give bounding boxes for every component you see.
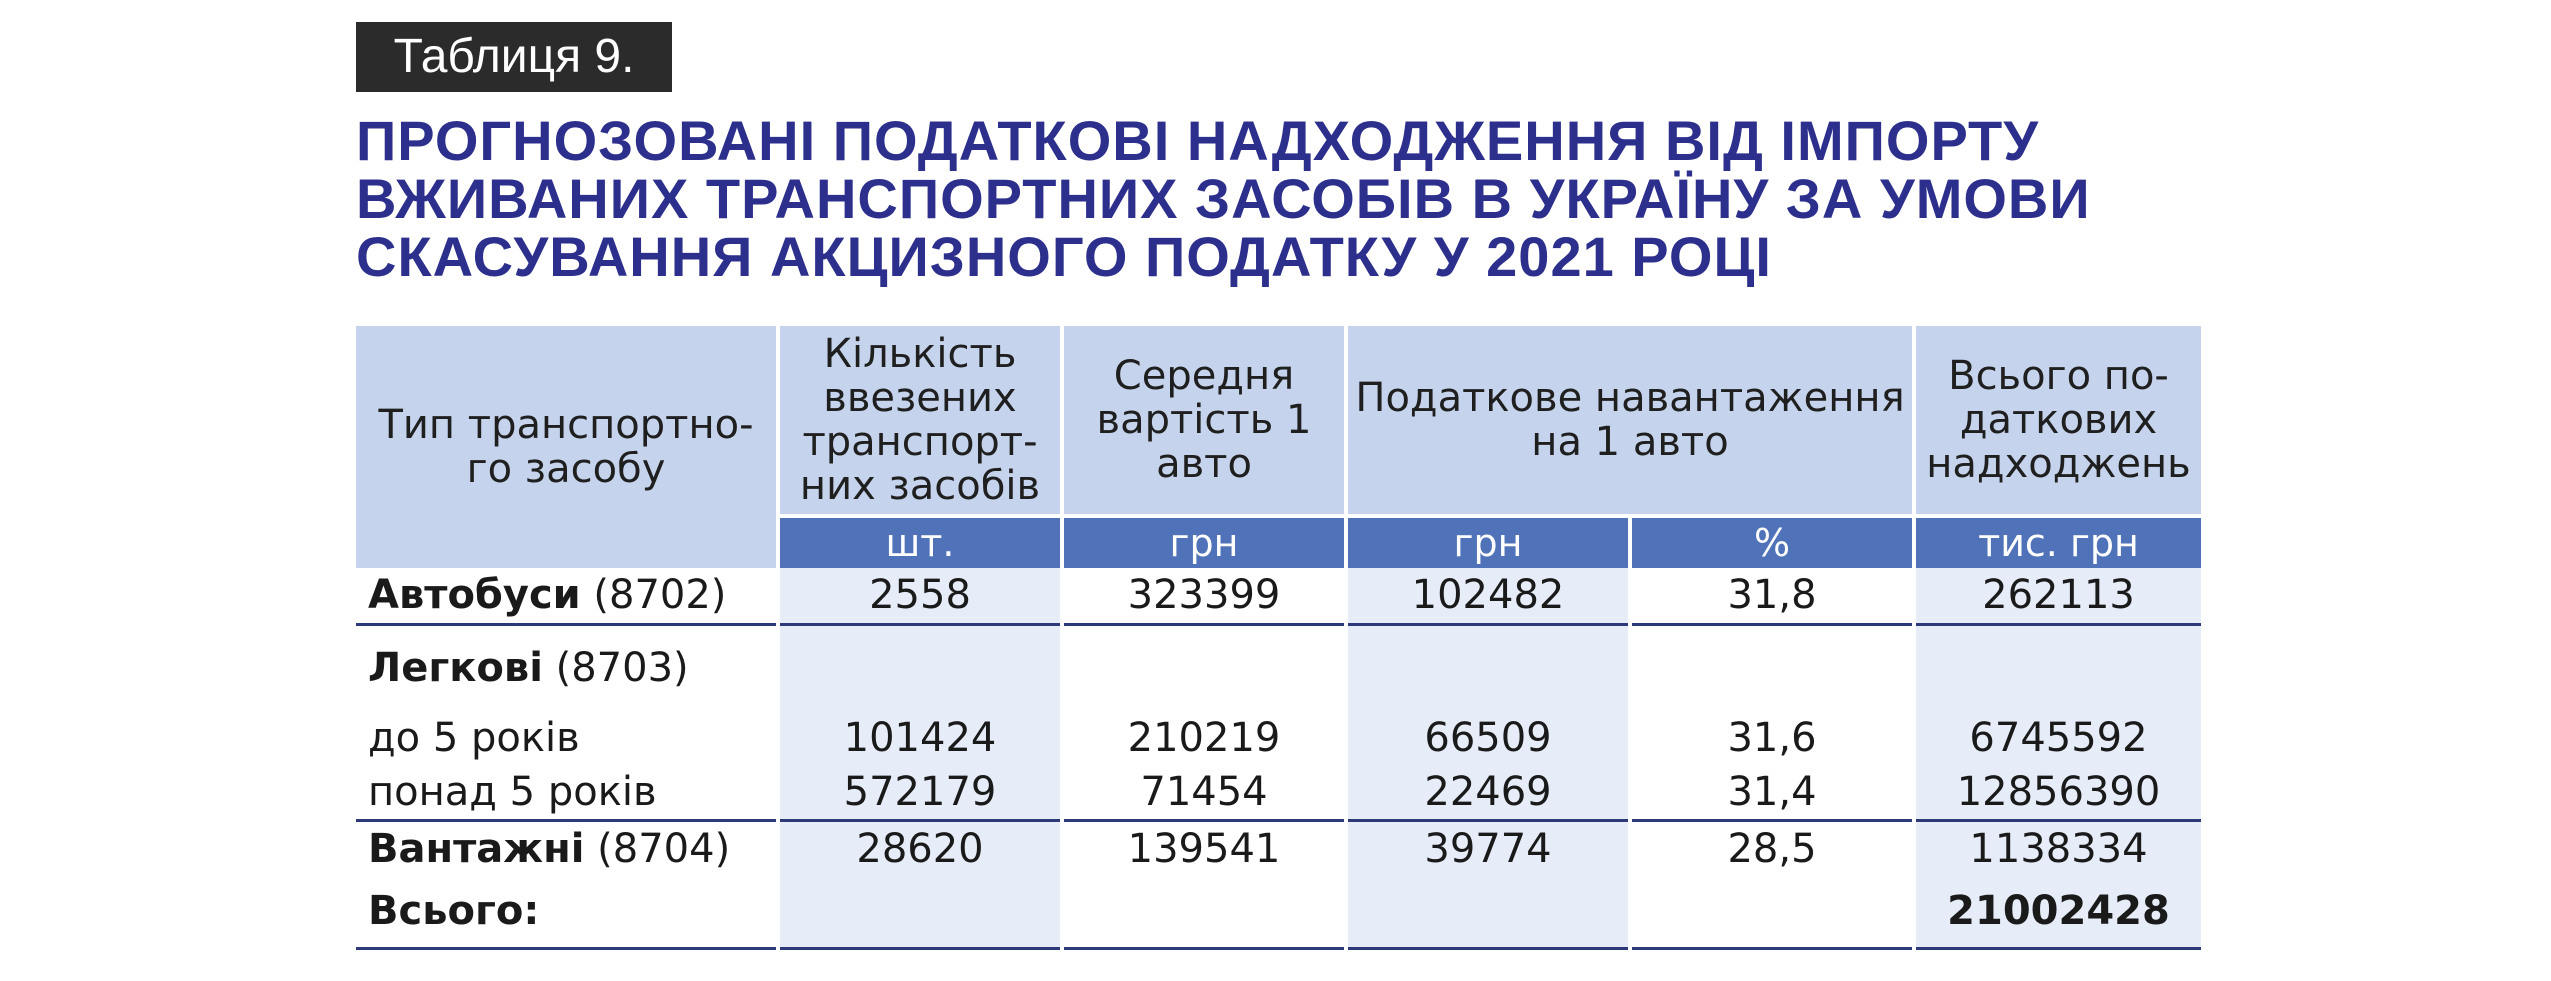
cell-tax-amount: 39774 — [1346, 820, 1630, 876]
tax-revenue-table — [356, 326, 2201, 950]
table-row-total — [356, 876, 2201, 948]
cell-count: 572179 — [778, 766, 1062, 820]
cell-count — [778, 624, 1062, 710]
title-line-1: ПРОГНОЗОВАНІ ПОДАТКОВІ НАДХОДЖЕННЯ ВІД ІМПОРТУ — [356, 109, 2040, 172]
cell-total: 1138334 — [1914, 820, 2201, 876]
cell-count: 2558 — [778, 568, 1062, 624]
cell-total: 12856390 — [1914, 766, 2201, 820]
header-average-cost: Середня вартість 1 авто — [1062, 326, 1346, 516]
cell-tax-percent: 31,8 — [1630, 568, 1914, 624]
title-line-2: ВЖИВАНИХ ТРАНСПОРТНИХ ЗАСОБІВ В УКРАЇНУ ЗА УМОВИ — [356, 167, 2091, 230]
row-label: Легкові (8703) — [356, 624, 778, 710]
cell-tax-percent: 31,4 — [1630, 766, 1914, 820]
table-row-cars-heading — [356, 624, 2201, 710]
table-title — [356, 109, 2356, 288]
cell-count: 28620 — [778, 820, 1062, 876]
cell-avg-cost — [1062, 624, 1346, 710]
cell-tax-percent: 31,6 — [1630, 710, 1914, 766]
table-number-badge: Таблиця 9. — [356, 22, 672, 92]
row-label: понад 5 років — [356, 766, 778, 820]
table-row-trucks — [356, 820, 2201, 876]
cell-avg-cost: 210219 — [1062, 710, 1346, 766]
cell-total: 262113 — [1914, 568, 2201, 624]
table-row-cars-under-5 — [356, 710, 2201, 766]
cell-avg-cost: 323399 — [1062, 568, 1346, 624]
unit-tax-amount: грн — [1346, 516, 1630, 568]
cell-tax-amount — [1346, 876, 1630, 948]
header-row — [356, 326, 2201, 516]
cell-total: 6745592 — [1914, 710, 2201, 766]
unit-tax-percent: % — [1630, 516, 1914, 568]
cell-tax-amount: 102482 — [1346, 568, 1630, 624]
cell-tax-amount: 66509 — [1346, 710, 1630, 766]
cell-count — [778, 876, 1062, 948]
cell-tax-percent — [1630, 876, 1914, 948]
cell-avg-cost — [1062, 876, 1346, 948]
table-row-cars-over-5 — [356, 766, 2201, 820]
header-vehicle-type: Тип транспортно- го засобу — [356, 326, 778, 568]
cell-tax-amount — [1346, 624, 1630, 710]
unit-total: тис. грн — [1914, 516, 2201, 568]
cell-total: 21002428 — [1914, 876, 2201, 948]
row-label: Автобуси (8702) — [356, 568, 778, 624]
cell-tax-percent: 28,5 — [1630, 820, 1914, 876]
unit-avg-cost: грн — [1062, 516, 1346, 568]
cell-avg-cost: 139541 — [1062, 820, 1346, 876]
row-label: Всього: — [356, 876, 778, 948]
cell-tax-percent — [1630, 624, 1914, 710]
row-label: до 5 років — [356, 710, 778, 766]
table-row-buses — [356, 568, 2201, 624]
header-total-revenue: Всього по- даткових надходжень — [1914, 326, 2201, 516]
cell-avg-cost: 71454 — [1062, 766, 1346, 820]
row-label: Вантажні (8704) — [356, 820, 778, 876]
cell-total — [1914, 624, 2201, 710]
cell-tax-amount: 22469 — [1346, 766, 1630, 820]
title-line-3: СКАСУВАННЯ АКЦИЗНОГО ПОДАТКУ У 2021 РОЦІ — [356, 225, 1772, 288]
unit-count: шт. — [778, 516, 1062, 568]
header-tax-burden: Податкове навантаження на 1 авто — [1346, 326, 1914, 516]
header-import-count: Кількість ввезених транспорт- них засобів — [778, 326, 1062, 516]
cell-count: 101424 — [778, 710, 1062, 766]
